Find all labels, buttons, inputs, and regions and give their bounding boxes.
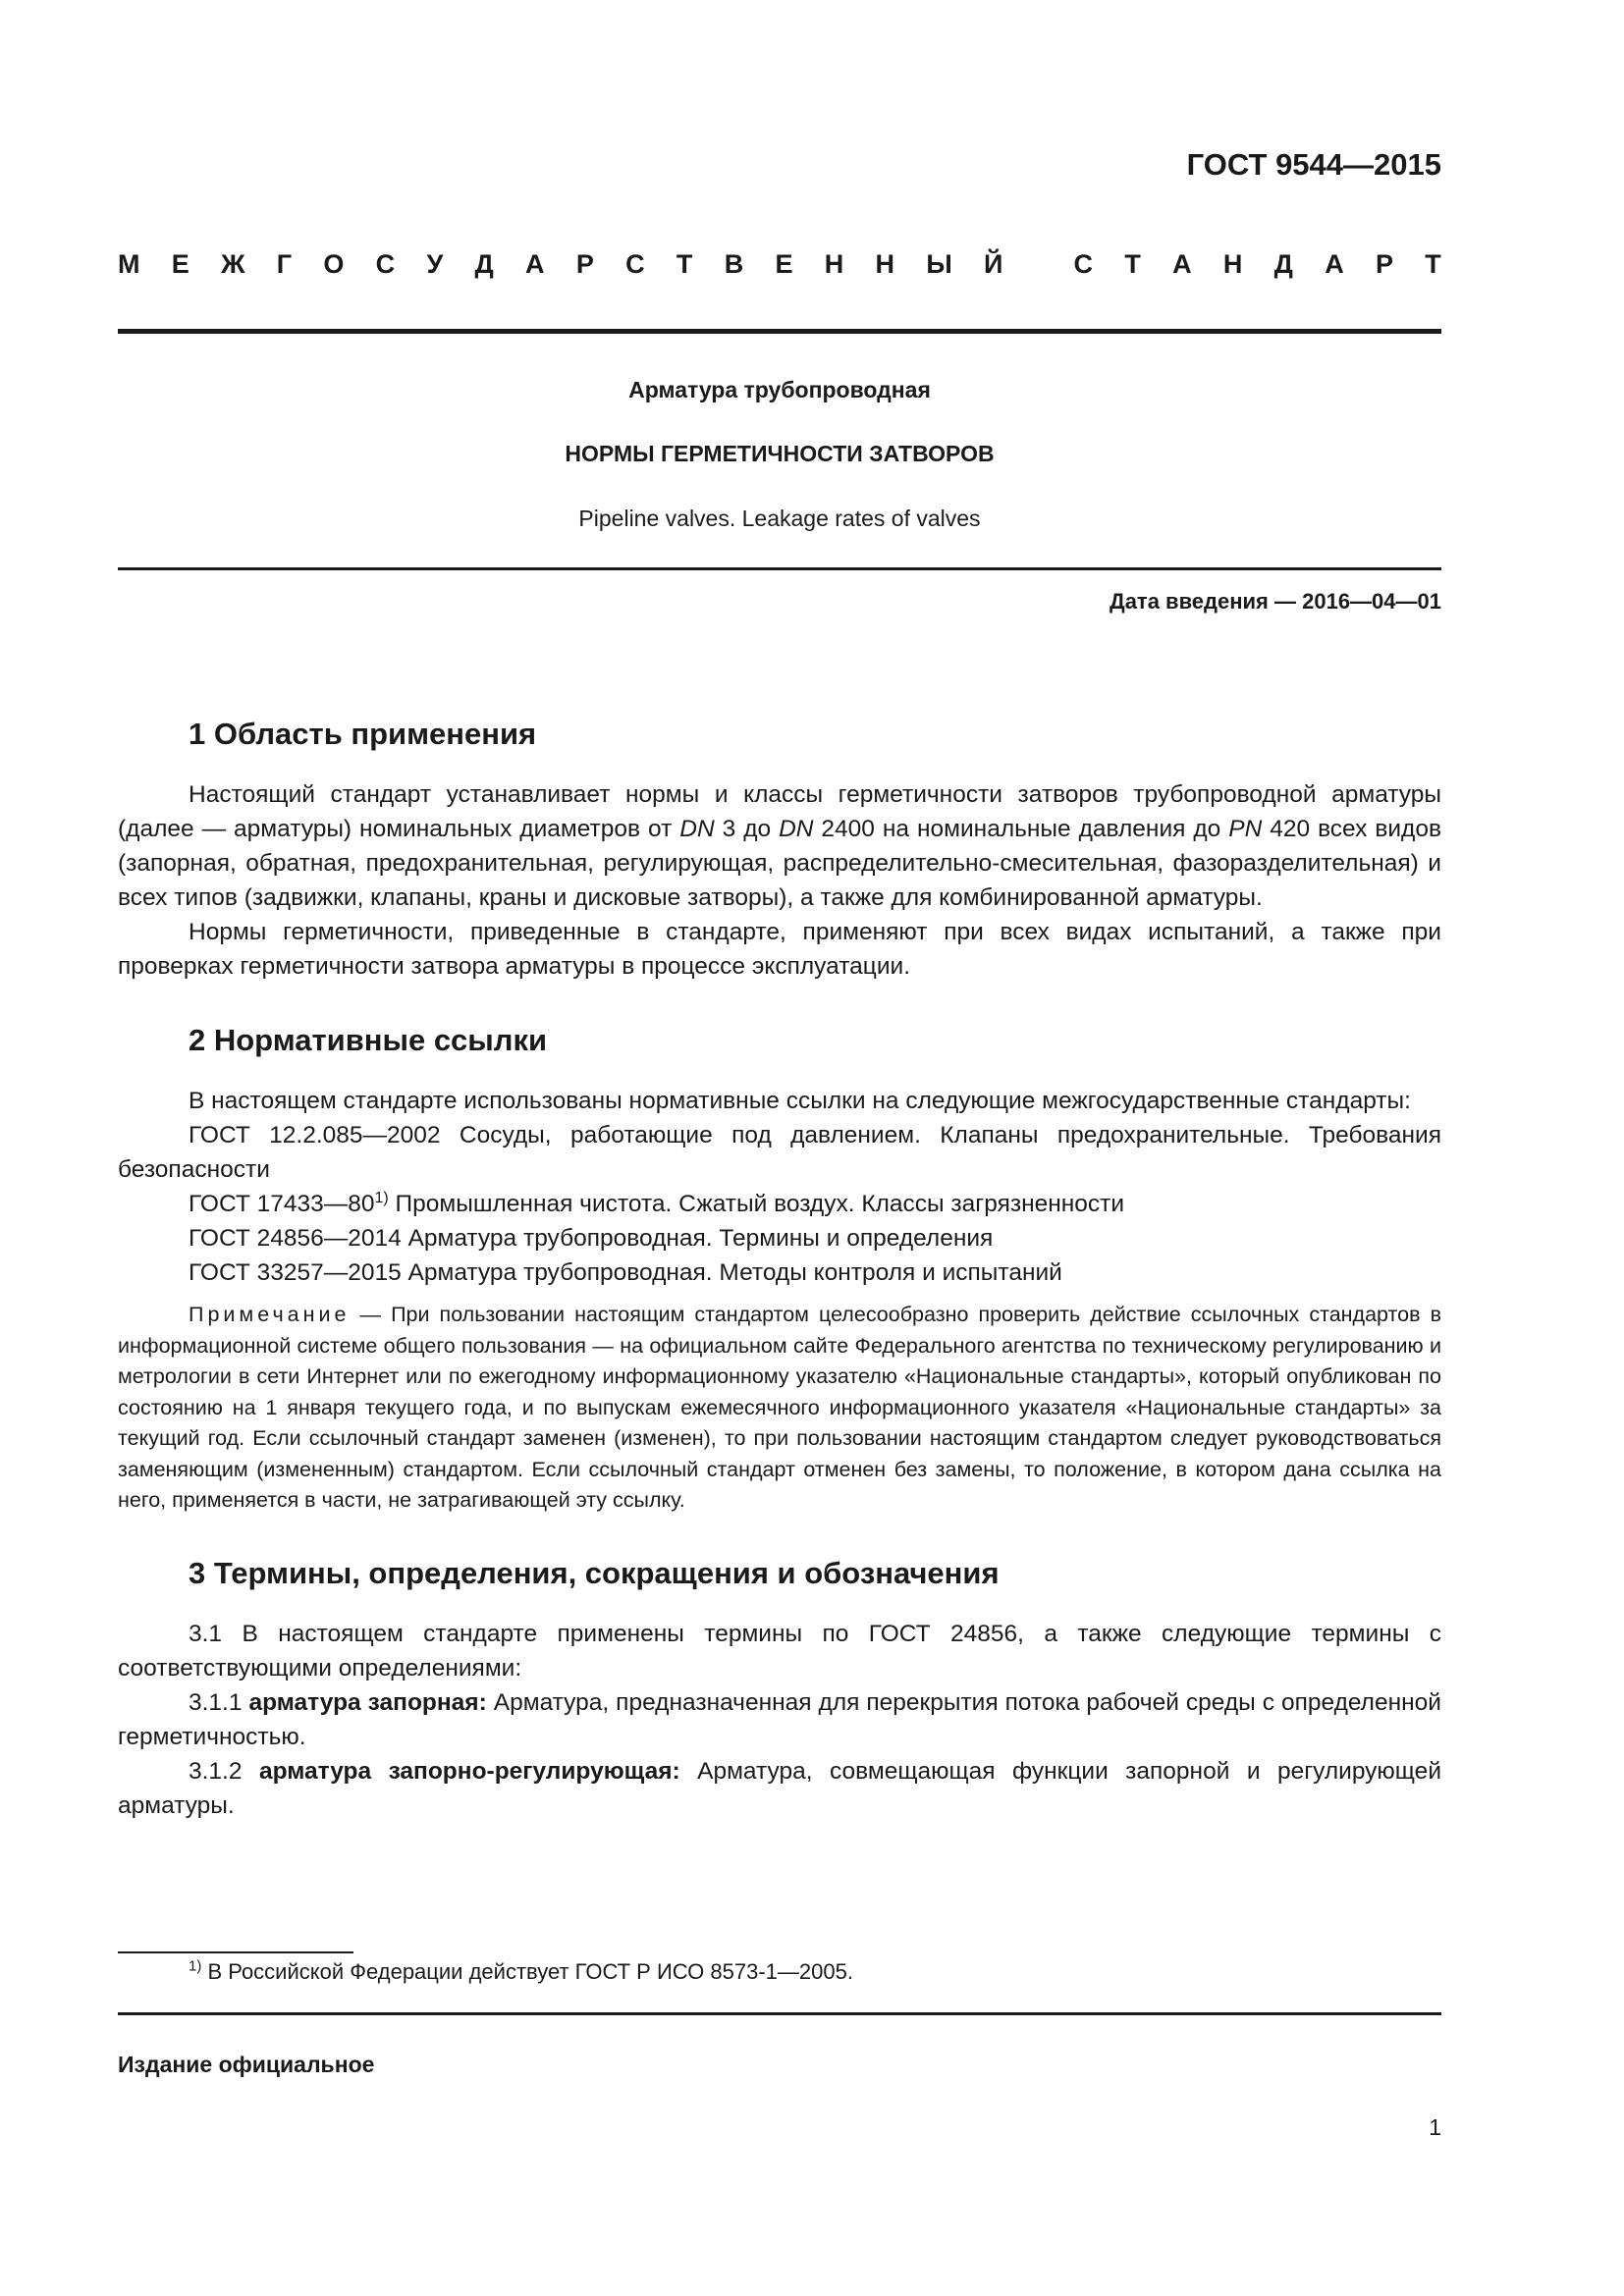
banner-letter: Д [474,249,494,279]
banner-letter: Е [171,249,189,279]
paragraph: В настоящем стандарте использованы нормативные ссылки на следующие межгосударственные стандарты: [189,1088,1411,1114]
banner-letter: Ы [926,249,952,279]
title-ru-main: Арматура трубопроводная [628,377,931,402]
banner-letter: Т [676,249,693,279]
banner-letter: Р [575,249,594,279]
banner-letter: С [625,249,645,279]
banner-letter [1035,249,1043,280]
edition-label: Издание официальное [118,2052,375,2077]
interstate-standard-banner [118,249,1441,280]
footer-rule [118,2012,1441,2015]
banner-letter: Н [1222,249,1243,279]
banner-letter: С [375,249,396,279]
title-en: Pipeline valves. Leakage rates of valves [578,506,981,531]
banner-letter: М [118,249,140,279]
term-definition: 3.1.1 арматура запорная: Арматура, предназначенная для перекрытия потока рабочей среды с определенной герметичностью. [118,1688,1441,1750]
footnote: $^{1)}$ В Российской Федерации действует ГОСТ Р ИСО 8573-1—2005. [189,1957,853,1984]
section-normative-references [118,1021,1441,1517]
section-scope [118,715,1441,984]
title-rule [118,567,1441,570]
banner-letter: А [525,249,545,279]
title-ru-sub: НОРМЫ ГЕРМЕТИЧНОСТИ ЗАТВОРОВ [565,441,995,466]
standard-number: ГОСТ 9544—2015 [1186,147,1441,182]
banner-letter: У [426,249,444,279]
term-definition: 3.1.2 арматура запорно-регулирующая: Арматура, совмещающая функции запорной и регулирующей арматуры. [118,1757,1441,1819]
banner-letter: Ж [221,249,245,279]
header-rule [118,329,1441,334]
banner-letter: С [1073,249,1094,279]
banner-letter: Д [1273,249,1293,279]
note-label: Примечание [189,1303,351,1326]
note: Примечание — При пользовании настоящим стандартом целесообразно проверить действие ссылочных стандартов в информационной системе общего пользования — на официальном сайте Федерального агентства по техническому регулированию и метрологии в сети Интернет или по ежегодному информационному указателю «Национальные стандарты», который опубликован по состоянию на 1 января текущего года, и по выпускам ежемесячного информационного указателя «Национальные стандарты» за текущий год. Если ссылочный стандарт заменен (изменен), то при пользовании настоящим стандартом следует руководствоваться заменяющим (измененным) стандартом. Если ссылочный стандарт отменен без замены, то положение, в котором дана ссылка на него, применяется в части, не затрагивающей эту ссылку. [118,1303,1441,1512]
section-terms [118,1554,1441,1823]
banner-letter: Й [984,249,1003,279]
paragraph: Нормы герметичности, приведенные в стандарте, применяют при всех видах испытаний, а также при проверках герметичности затвора арматуры в процессе эксплуатации. [118,919,1441,980]
banner-letter: А [1172,249,1192,279]
footnote-separator [118,1951,353,1953]
banner-letter: О [323,249,345,279]
banner-letter: Р [1375,249,1393,279]
paragraph: Настоящий стандарт устанавливает нормы и классы герметичности затворов трубопроводной арматуры (далее — арматуры) номинальных диаметров от DN 3 до DN 2400 на номинальные давления до PN 420 всех видов (запорная, обратная, предохранительная, регулирующая, распределительно-смесительная, фазоразделительная) и всех типов (задвижки, клапаны, краны и дисковые затворы), а также для комбинированной арматуры. [118,781,1441,911]
banner-letter: Н [824,249,844,279]
reference-item: ГОСТ 17433—80$^{1)}$ Промышленная чистота. Сжатый воздух. Классы загрязненности [189,1189,1125,1217]
banner-letter: А [1325,249,1344,279]
section-heading: 3 Термины, определения, сокращения и обозначения [189,1555,1000,1590]
footnote-marker: 1) [374,1189,389,1206]
reference-item: ГОСТ 33257—2015 Арматура трубопроводная. Методы контроля и испытаний [189,1259,1062,1286]
introduction-date: Дата введения — 2016—04—01 [1110,589,1441,614]
reference-item: ГОСТ 24856—2014 Арматура трубопроводная. Термины и определения [189,1225,994,1252]
reference-item: ГОСТ 12.2.085—2002 Сосуды, работающие под давлением. Клапаны предохранительные. Требования безопасности [118,1122,1441,1183]
banner-letter: Т [1124,249,1141,279]
section-heading: 1 Область применения [189,717,537,751]
main-content [118,715,1441,1823]
banner-letter: Г [276,249,293,279]
banner-letter: В [724,249,744,279]
banner-letter: Т [1425,249,1441,279]
paragraph: 3.1 В настоящем стандарте применены термины по ГОСТ 24856, а также следующие термины с соответствующими определениями: [118,1620,1441,1682]
section-heading: 2 Нормативные ссылки [189,1023,548,1057]
banner-letter: Н [875,249,895,279]
banner-letter: Е [775,249,793,279]
page-number: 1 [1429,2114,1441,2140]
